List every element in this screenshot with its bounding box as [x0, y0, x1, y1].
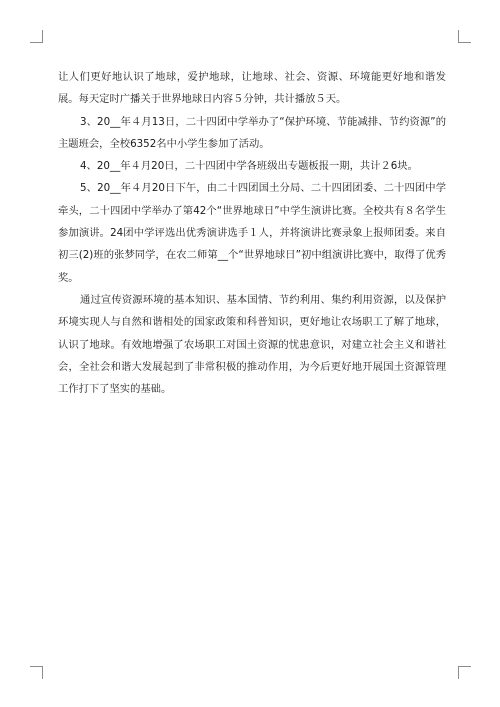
corner-mark-bottom-left — [30, 666, 43, 679]
paragraph-item-3: 3、20__年４月13日，二十四团中学举办了“保护环境、节能减排、节约资源”的主题班会，全校6352名中小学生参加了活动。 — [58, 115, 446, 150]
document-body — [58, 66, 446, 400]
corner-mark-bottom-right — [458, 666, 471, 679]
paragraph-summary: 通过宣传资源环境的基本知识、基本国情、节约利用、集约利用资源，以及保护环境实现人与自然和谐相处的国家政策和科普知识，更好地让农场职工了解了地球，认识了地球。有效地增强了农场职工对国土资源的忧患意识，对建立社会主义和谐社会，全社会和谐大发展起到了非常积极的推动作用，为今后更好地开展国土资源管理工作打下了坚实的基础。 — [58, 293, 446, 396]
paragraph-item-4: 4、20__年４月20日，二十四团中学各班级出专题板报一期，共计２6块。 — [80, 160, 418, 173]
paragraph-item-5: 5、20__年４月20日下午，由二十四团国土分局、二十四团团委、二十四团中学牵头，二十四团中学举办了第42个“世界地球日”中学生演讲比赛。全校共有８名学生参加演讲。24团中学评选出优秀演讲选手１人，并将演讲比赛录象上报师团委。来自初三(2)班的张梦同学，在农二师第__个“世界地球日”初中组演讲比赛中，取得了优秀奖。 — [58, 182, 446, 284]
corner-mark-top-left — [30, 30, 43, 43]
corner-mark-top-right — [458, 30, 471, 43]
paragraph-continued: 让人们更好地认识了地球，爱护地球，让地球、社会、资源、环境能更好地和谐发展。每天定时广播关于世界地球日内容５分钟，共计播放５天。 — [58, 71, 446, 106]
